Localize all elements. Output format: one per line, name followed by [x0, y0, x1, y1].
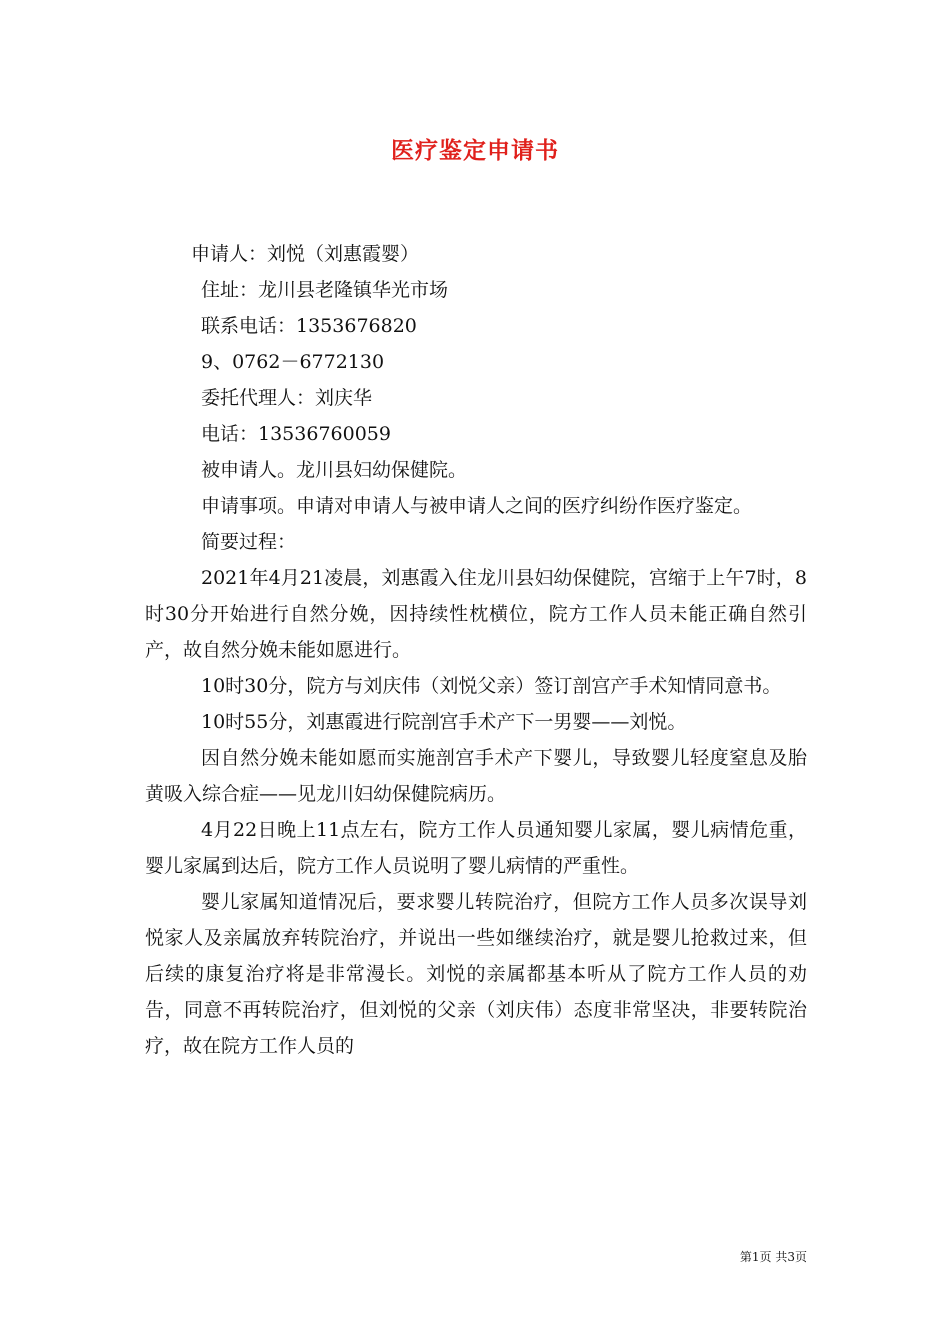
body-paragraph: 2021年4月21凌晨，刘惠霞入住龙川县妇幼保健院，宫缩于上午7时，8时30分开始进行自然分娩，因持续性枕横位，院方工作人员未能正确自然引产，故自然分娩未能如愿进行。 — [145, 567, 807, 661]
page-number: 第1页 共3页 — [739, 1250, 807, 1264]
respondent-line: 被申请人。龙川县妇幼保健院。 — [201, 459, 468, 481]
phone-extra-line: 9、0762－6772130 — [201, 351, 385, 373]
body-paragraph: 因自然分娩未能如愿而实施剖宫手术产下婴儿，导致婴儿轻度窒息及胎黄吸入综合症——见龙川妇幼保健院病历。 — [145, 747, 807, 805]
agent-phone-line: 电话：13536760059 — [201, 423, 391, 445]
agent-line: 委托代理人：刘庆华 — [201, 387, 373, 409]
address-line: 住址：龙川县老隆镇华光市场 — [201, 279, 449, 301]
body-paragraph: 10时30分，院方与刘庆伟（刘悦父亲）签订剖宫产手术知情同意书。 — [201, 675, 782, 697]
phone-line: 联系电话：1353676820 — [201, 315, 417, 337]
body-paragraph: 婴儿家属知道情况后，要求婴儿转院治疗，但院方工作人员多次误导刘悦家人及亲属放弃转院治疗，并说出一些如继续治疗，就是婴儿抢救过来，但后续的康复治疗将是非常漫长。刘悦的亲属都基本听从了院方工作人员的劝告，同意不再转院治疗，但刘悦的父亲（刘庆伟）态度非常坚决，非要转院治疗，故在院方工作人员的 — [145, 891, 807, 1057]
body-paragraph: 10时55分，刘惠霞进行院剖宫手术产下一男婴——刘悦。 — [201, 711, 687, 733]
request-paragraph: 申请事项。申请对申请人与被申请人之间的医疗纠纷作医疗鉴定。 — [201, 495, 753, 517]
applicant-line: 申请人：刘悦（刘惠霞婴） — [191, 243, 420, 265]
document-title: 医疗鉴定申请书 — [391, 138, 559, 164]
body-paragraph: 4月22日晚上11点左右，院方工作人员通知婴儿家属，婴儿病情危重，婴儿家属到达后，院方工作人员说明了婴儿病情的严重性。 — [145, 819, 807, 877]
document-body — [145, 236, 807, 1064]
process-heading: 简要过程： — [201, 531, 297, 553]
